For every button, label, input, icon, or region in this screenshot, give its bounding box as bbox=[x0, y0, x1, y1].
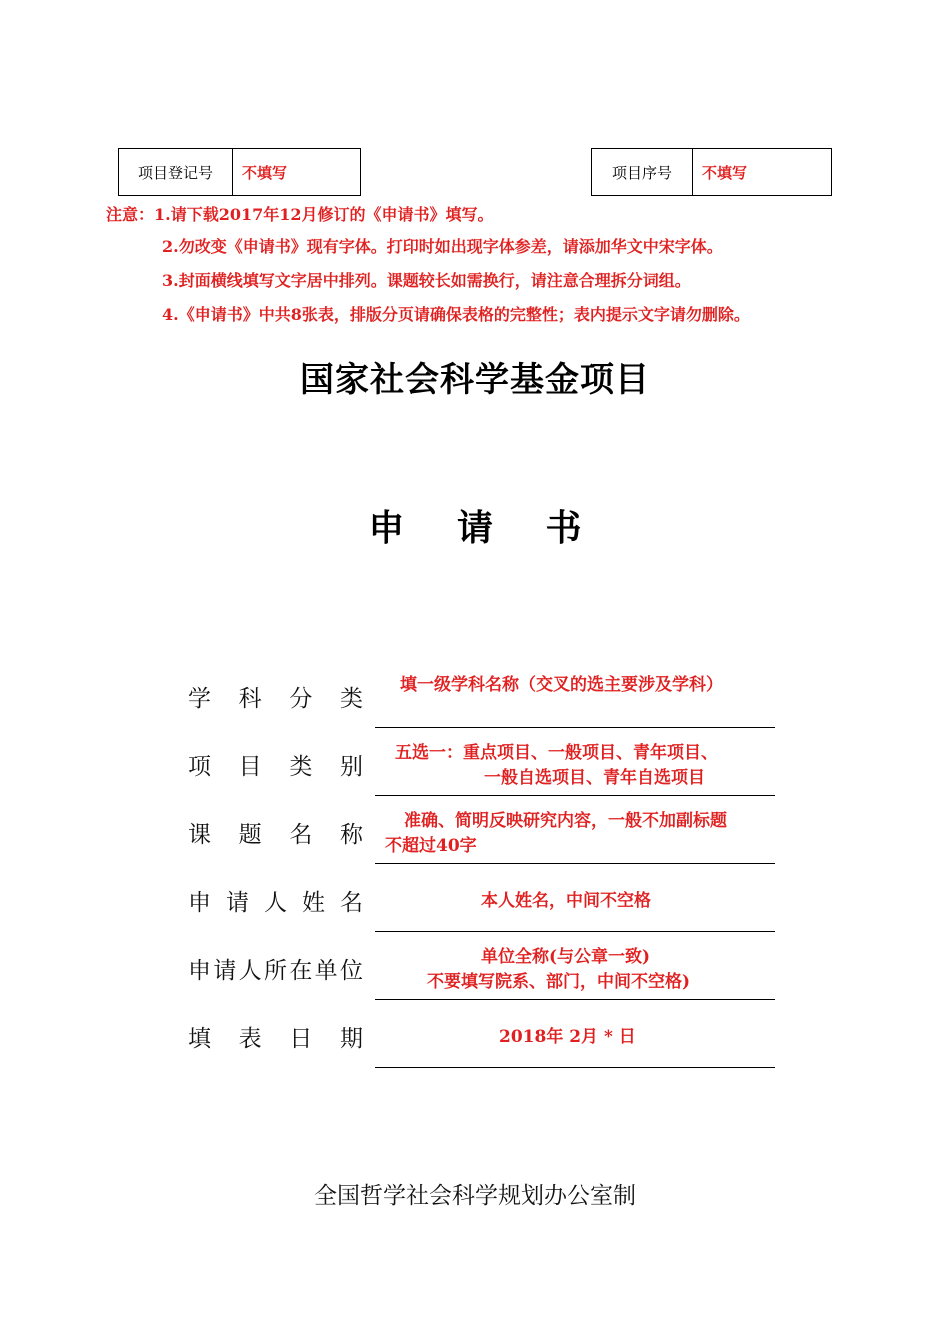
date-field[interactable]: 2018年 2月 * 日 bbox=[499, 1027, 636, 1047]
topic-field-line-1[interactable]: 准确、简明反映研究内容，一般不加副标题 bbox=[404, 811, 727, 831]
applicant-label: 申 请 人 姓 名 bbox=[188, 890, 363, 916]
serial-number-box bbox=[591, 148, 832, 196]
page-subtitle bbox=[0, 500, 950, 551]
unit-field-line-2[interactable]: 不要填写院系、部门，中间不空格) bbox=[427, 972, 691, 992]
note-line-1: 注意：1.请下载2017年12月修订的《申请书》填写。 bbox=[106, 205, 494, 224]
registration-number-label: 项目登记号 bbox=[119, 149, 233, 195]
serial-number-label: 项目序号 bbox=[592, 149, 693, 195]
subtitle-char: 请 bbox=[456, 507, 493, 549]
note-line-4: 4.《申请书》中共8张表，排版分页请确保表格的完整性；表内提示文字请勿删除。 bbox=[162, 305, 750, 324]
note-line-2: 2.勿改变《申请书》现有字体。打印时如出现字体参差，请添加华文中宋字体。 bbox=[162, 237, 723, 256]
date-underline bbox=[375, 1067, 775, 1068]
topic-field-line-2[interactable]: 不超过40字 bbox=[385, 836, 477, 856]
applicant-name-field[interactable]: 本人姓名，中间不空格 bbox=[481, 891, 651, 911]
category-field-line-2[interactable]: 一般自选项目、青年自选项目 bbox=[484, 768, 705, 788]
unit-label: 申 请 人 所 在 单 位 bbox=[188, 958, 363, 984]
subject-underline bbox=[375, 727, 775, 728]
unit-field-line-1[interactable]: 单位全称(与公章一致) bbox=[481, 947, 651, 967]
registration-number-box bbox=[118, 148, 361, 196]
applicant-underline bbox=[375, 931, 775, 932]
subtitle-char: 书 bbox=[545, 507, 582, 549]
page-title: 国家社会科学基金项目 bbox=[300, 360, 650, 400]
unit-underline bbox=[375, 999, 775, 1000]
date-label: 填 表 日 期 bbox=[188, 1026, 363, 1052]
category-underline bbox=[375, 795, 775, 796]
category-field-line-1[interactable]: 五选一：重点项目、一般项目、青年项目、 bbox=[395, 743, 718, 763]
note-line-3: 3.封面横线填写文字居中排列。课题较长如需换行，请注意合理拆分词组。 bbox=[162, 271, 691, 290]
topic-label: 课 题 名 称 bbox=[188, 822, 363, 848]
registration-number-value[interactable]: 不填写 bbox=[242, 163, 288, 182]
topic-underline bbox=[375, 863, 775, 864]
category-label: 项 目 类 别 bbox=[188, 754, 363, 780]
subtitle-char: 申 bbox=[368, 507, 405, 549]
subject-label: 学 科 分 类 bbox=[188, 686, 363, 712]
subject-field[interactable]: 填一级学科名称（交叉的选主要涉及学科） bbox=[400, 675, 723, 695]
issuer-footer: 全国哲学社会科学规划办公室制 bbox=[314, 1183, 636, 1209]
serial-number-value[interactable]: 不填写 bbox=[702, 163, 748, 182]
